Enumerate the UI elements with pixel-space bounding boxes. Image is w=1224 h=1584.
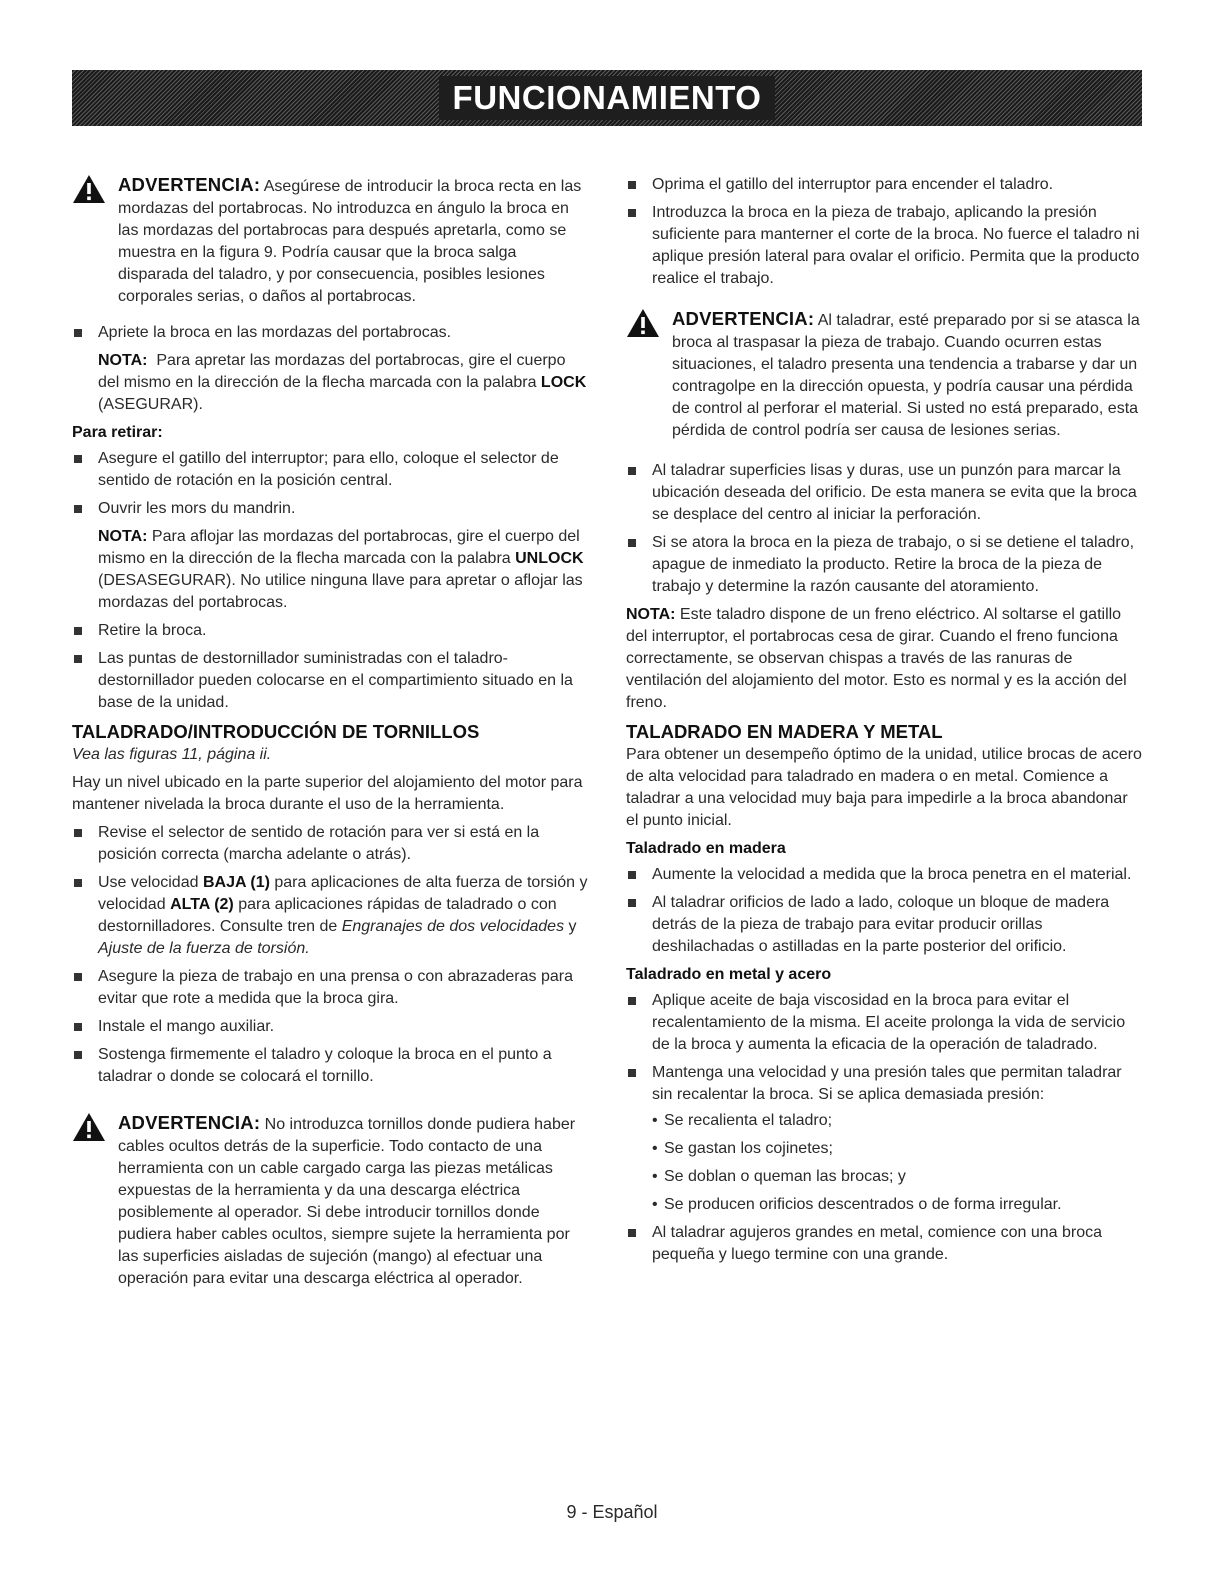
bullet-list [626,990,1142,1266]
sub-list-item: • Se producen orificios descentrados o de forma irregular. [652,1194,1142,1216]
warning-triangle-icon [72,1112,106,1142]
note-label: NOTA: [98,352,148,369]
note: NOTA: Para aflojar las mordazas del portabrocas, gire el cuerpo del mismo en la dirección de la flecha marcada con la palabra UNLOCK (DESASEGURAR). No utilice ninguna llave para apretar o aflojar las mordazas del portabrocas. [98,528,584,611]
header-banner [72,70,1142,126]
bullet-list [72,322,590,344]
section-heading: TALADRADO/INTRODUCCIÓN DE TORNILLOS [72,721,480,742]
sub-list-item: • Se doblan o queman las brocas; y [652,1166,1142,1188]
note: NOTA: Para apretar las mordazas del portabrocas, gire el cuerpo del mismo en la dirección de la flecha marcada con la palabra LOCK (ASEGURAR). [98,352,587,413]
right-column [626,174,1142,1272]
list-item: Al taladrar orificios de lado a lado, coloque un bloque de madera detrás de la pieza de trabajo para evitar producir orillas deshilachadas o astilladas en la parte posterior del orificio. [626,892,1142,958]
list-item: Introduzca la broca en la pieza de trabajo, aplicando la presión suficiente para manterner el corte de la broca. No fuerce el taladro ni aplique presión lateral para ovalar el orificio. Permita que la producto realice el trabajo. [626,202,1142,290]
list-item: Asegure el gatillo del interruptor; para ello, coloque el selector de sentido de rotación en la posición central. [72,448,590,492]
sub-list-item: • Se recalienta el taladro; [652,1110,1142,1132]
list-item: Aumente la velocidad a medida que la broca penetra en el material. [626,864,1142,886]
figure-reference: Vea las figuras 11, página ii. [72,746,272,763]
list-item: Retire la broca. [72,620,590,642]
list-item: Mantenga una velocidad y una presión tales que permitan taladrar sin recalentar la broca. Si se aplica demasiada presión: • Se recalienta el taladro; • Se gastan los cojinetes; • Se doblan o queman las brocas; y • Se producen orificios descentrados o de forma irregular. [626,1062,1142,1216]
page-number: 9 - Español [566,1502,658,1522]
warning-label: ADVERTENCIA: [672,308,815,329]
sub-list-item: • Se gastan los cojinetes; [652,1138,1142,1160]
section-heading: TALADRADO EN MADERA Y METAL [626,721,943,742]
left-column [72,174,590,1304]
list-item: Apriete la broca en las mordazas del portabrocas. [72,322,590,344]
bullet-list [72,822,590,1088]
list-item: Sostenga firmemente el taladro y coloque la broca en el punto a taladrar o donde se colocará el tornillo. [72,1044,590,1088]
list-item: Instale el mango auxiliar. [72,1016,590,1038]
bullet-list [72,448,590,520]
list-item: Si se atora la broca en la pieza de trabajo, o si se detiene el taladro, apague de inmediato la producto. Retire la broca de la pieza de trabajo y determine la razón causante del atoramiento. [626,532,1142,598]
sub-list [652,1110,1142,1216]
list-item: Al taladrar agujeros grandes en metal, comience con una broca pequeña y luego termine con una grande. [626,1222,1142,1266]
list-item: Use velocidad BAJA (1) para aplicaciones de alta fuerza de torsión y velocidad ALTA (2) para aplicaciones rápidas de taladrado o con destornilladores. Consulte tren de Engranajes de dos velocidades y Ajuste de la fuerza de torsión. [72,872,590,960]
list-item: Ouvrir les mors du mandrin. [72,498,590,520]
note-label: NOTA: [98,528,148,545]
bullet-list [626,460,1142,598]
warning-block [626,308,1142,442]
warning-text: Asegúrese de introducir la broca recta en las mordazas del portabrocas. No introduzca en ángulo la broca en las mordazas del portabrocas para después apretarla, como se muestra en la figura 9. Podría causar que la broca salga disparada del taladro, y por consecuencia, posibles lesiones corporales serias, o daños al portabrocas. [118,178,582,305]
page-title: FUNCIONAMIENTO [439,76,776,120]
subheading-wood: Taladrado en madera [626,840,786,857]
lock-keyword: LOCK [540,374,587,391]
section-intro: Hay un nivel ubicado en la parte superior del alojamiento del motor para mantener nivelada la broca durante el uso de la herramienta. [72,774,583,813]
list-item: Revise el selector de sentido de rotación para ver si está en la posición correcta (marcha adelante o atrás). [72,822,590,866]
list-item: Asegure la pieza de trabajo en una prensa o con abrazaderas para evitar que rote a medida que la broca gira. [72,966,590,1010]
list-item: Las puntas de destornillador suministradas con el taladro-destornillador pueden colocarse en el compartimiento situado en la base de la unidad. [72,648,590,714]
section-intro: Para obtener un desempeño óptimo de la unidad, utilice brocas de acero de alta velocidad para taladrado en madera o en metal. Comience a taladrar a una velocidad muy baja para impedirle a la broca abandonar el punto inicial. [626,746,1142,829]
unlock-keyword: UNLOCK [515,550,584,567]
warning-triangle-icon [72,174,106,204]
subheading-remove: Para retirar: [72,424,163,441]
warning-block [72,174,590,308]
warning-text: Al taladrar, esté preparado por si se atasca la broca al traspasar la pieza de trabajo. Cuando ocurren estas situaciones, el taladro presenta una tendencia a trabarse y dar un contragolpe en la dirección opuesta, y podría causar una pérdida de control al perforar el material. Si usted no está preparado, esta pérdida de control podría ser causa de lesiones serias. [672,312,1140,439]
warning-label: ADVERTENCIA: [118,174,261,195]
note: NOTA: Este taladro dispone de un freno eléctrico. Al soltarse el gatillo del interruptor, el portabrocas cesa de girar. Cuando el freno funciona correctamente, se observan chispas a través de las ranuras de ventilación del alojamiento del motor. Esto es normal y es la acción del freno. [626,606,1127,711]
bullet-list [626,174,1142,290]
warning-label: ADVERTENCIA: [118,1112,261,1133]
subheading-metal: Taladrado en metal y acero [626,966,832,983]
list-item: Al taladrar superficies lisas y duras, use un punzón para marcar la ubicación deseada del orificio. De esta manera se evita que la broca se desplace del centro al iniciar la perforación. [626,460,1142,526]
list-item: Oprima el gatillo del interruptor para encender el taladro. [626,174,1142,196]
list-item: Aplique aceite de baja viscosidad en la broca para evitar el recalentamiento de la misma. El aceite prolonga la vida de servicio de la broca y aumenta la eficacia de la operación de taladrado. [626,990,1142,1056]
bullet-list [72,620,590,714]
warning-block [72,1112,590,1290]
note-label: NOTA: [626,606,676,623]
warning-text: No introduzca tornillos donde pudiera haber cables ocultos detrás de la superficie. Todo contacto de una herramienta con un cable cargado carga las piezas metálicas expuestas de la herramienta y da una descarga eléctrica posiblemente al operador. Si debe introducir tornillos donde pudiera haber cables ocultos, siempre sujete la herramienta por las superficies aisladas de sujeción (mango) al efectuar una operación para evitar una descarga eléctrica al operador. [118,1116,576,1287]
bullet-list [626,864,1142,958]
warning-triangle-icon [626,308,660,338]
